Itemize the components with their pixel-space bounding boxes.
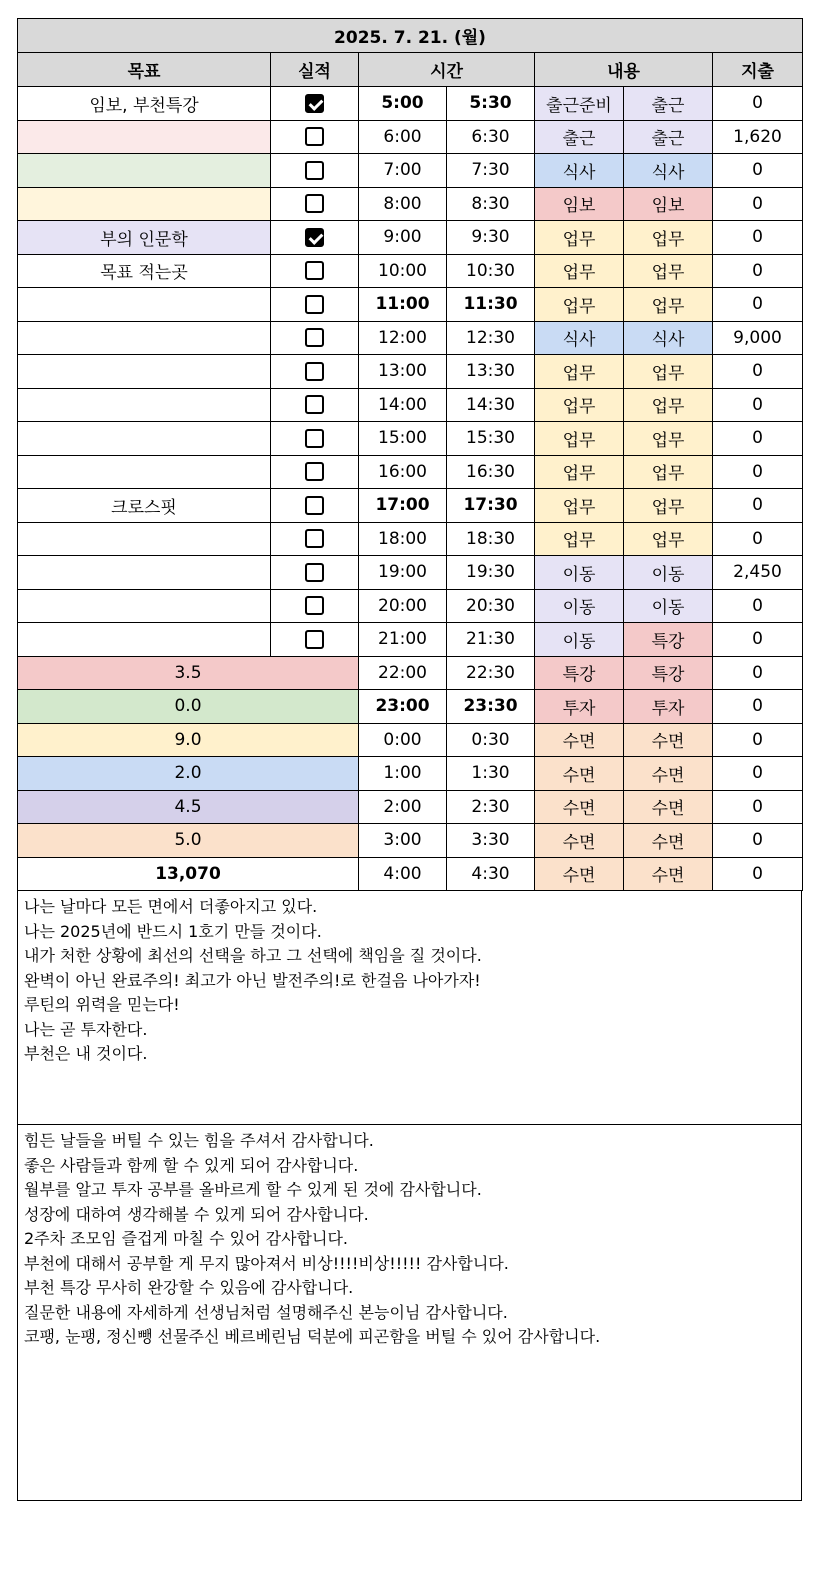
time-end: 12:30 — [447, 321, 535, 355]
time-start: 12:00 — [359, 321, 447, 355]
category-hours-cell: 4.5 — [18, 790, 359, 824]
goal-cell[interactable] — [18, 288, 271, 322]
content-first-half[interactable]: 업무 — [535, 254, 624, 288]
summary-row — [18, 757, 803, 791]
table-row — [18, 120, 803, 154]
content-first-half[interactable]: 수면 — [535, 723, 624, 757]
time-start: 2:00 — [359, 790, 447, 824]
spend-cell[interactable]: 0 — [713, 154, 803, 188]
spend-cell[interactable]: 0 — [713, 455, 803, 489]
time-start: 14:00 — [359, 388, 447, 422]
done-cell — [271, 355, 359, 389]
content-second-half[interactable]: 업무 — [624, 422, 713, 456]
done-checkbox[interactable] — [305, 462, 324, 481]
total-spend-cell: 13,070 — [18, 857, 359, 891]
header-row — [18, 53, 803, 87]
done-cell — [271, 589, 359, 623]
content-first-half[interactable]: 업무 — [535, 489, 624, 523]
time-start: 21:00 — [359, 623, 447, 657]
goal-cell[interactable]: 임보, 부천특강 — [18, 87, 271, 121]
content-first-half[interactable]: 업무 — [535, 522, 624, 556]
time-end: 5:30 — [447, 87, 535, 121]
content-first-half[interactable]: 식사 — [535, 321, 624, 355]
affirmation-line: 완벽이 아닌 완료주의! 최고가 아닌 발전주의!로 한걸음 나아가자! — [24, 970, 481, 990]
affirmation-line: 나는 곧 투자한다. — [24, 1019, 148, 1039]
content-first-half[interactable]: 업무 — [535, 221, 624, 255]
content-second-half[interactable]: 출근 — [624, 87, 713, 121]
spend-cell[interactable]: 0 — [713, 87, 803, 121]
content-first-half[interactable]: 수면 — [535, 857, 624, 891]
time-start: 11:00 — [359, 288, 447, 322]
affirmations-box[interactable] — [17, 891, 802, 1125]
time-end: 14:30 — [447, 388, 535, 422]
done-checkbox[interactable] — [305, 161, 324, 180]
summary-row — [18, 824, 803, 858]
time-start: 22:00 — [359, 656, 447, 690]
content-second-half[interactable]: 수면 — [624, 723, 713, 757]
spend-cell[interactable]: 0 — [713, 288, 803, 322]
content-first-half[interactable]: 식사 — [535, 154, 624, 188]
category-hours-cell: 0.0 — [18, 690, 359, 724]
done-checkbox[interactable] — [305, 395, 324, 414]
table-row — [18, 221, 803, 255]
goal-cell[interactable]: 크로스핏 — [18, 489, 271, 523]
summary-row — [18, 723, 803, 757]
content-first-half[interactable]: 수면 — [535, 757, 624, 791]
time-end: 23:30 — [447, 690, 535, 724]
time-start: 16:00 — [359, 455, 447, 489]
time-start: 10:00 — [359, 254, 447, 288]
done-cell — [271, 623, 359, 657]
done-cell — [271, 254, 359, 288]
goal-cell[interactable]: 목표 적는곳 — [18, 254, 271, 288]
time-start: 5:00 — [359, 87, 447, 121]
done-checkbox[interactable] — [305, 328, 324, 347]
gratitude-line: 질문한 내용에 자세하게 선생님처럼 설명해주신 본능이님 감사합니다. — [24, 1302, 508, 1322]
table-row — [18, 623, 803, 657]
goal-cell[interactable] — [18, 422, 271, 456]
time-start: 3:00 — [359, 824, 447, 858]
time-end: 4:30 — [447, 857, 535, 891]
done-cell — [271, 87, 359, 121]
header-spend: 지출 — [713, 53, 803, 87]
category-hours-cell: 5.0 — [18, 824, 359, 858]
table-row — [18, 321, 803, 355]
spend-cell[interactable]: 0 — [713, 221, 803, 255]
time-start: 18:00 — [359, 522, 447, 556]
goal-cell[interactable] — [18, 522, 271, 556]
goal-cell[interactable]: 부의 인문학 — [18, 221, 271, 255]
category-hours-cell: 2.0 — [18, 757, 359, 791]
content-second-half[interactable]: 업무 — [624, 355, 713, 389]
content-second-half[interactable]: 출근 — [624, 120, 713, 154]
content-first-half[interactable]: 수면 — [535, 824, 624, 858]
table-row — [18, 87, 803, 121]
gratitude-box[interactable] — [17, 1125, 802, 1501]
time-end: 11:30 — [447, 288, 535, 322]
time-start: 23:00 — [359, 690, 447, 724]
spend-cell[interactable]: 0 — [713, 254, 803, 288]
done-cell — [271, 455, 359, 489]
content-second-half[interactable]: 수면 — [624, 824, 713, 858]
date-title: 2025. 7. 21. (월) — [18, 19, 803, 53]
header-content: 내용 — [535, 53, 713, 87]
spend-cell[interactable]: 9,000 — [713, 321, 803, 355]
gratitude-line: 부천 특강 무사히 완강할 수 있음에 감사합니다. — [24, 1278, 354, 1297]
time-end: 6:30 — [447, 120, 535, 154]
done-cell — [271, 154, 359, 188]
spend-cell[interactable]: 0 — [713, 522, 803, 556]
content-first-half[interactable]: 업무 — [535, 455, 624, 489]
done-checkbox[interactable] — [305, 630, 324, 649]
gratitude-line: 부천에 대해서 공부할 게 무지 많아져서 비상!!!!비상!!!!! 감사합니다. — [24, 1253, 509, 1273]
time-start: 6:00 — [359, 120, 447, 154]
done-cell — [271, 489, 359, 523]
time-start: 8:00 — [359, 187, 447, 221]
content-second-half[interactable]: 업무 — [624, 254, 713, 288]
header-time: 시간 — [359, 53, 535, 87]
content-first-half[interactable]: 이동 — [535, 589, 624, 623]
content-second-half[interactable]: 특강 — [624, 623, 713, 657]
content-first-half[interactable]: 업무 — [535, 422, 624, 456]
summary-row — [18, 656, 803, 690]
spend-cell[interactable]: 0 — [713, 723, 803, 757]
gratitude-line: 힘든 날들을 버틸 수 있는 힘을 주셔서 감사합니다. — [24, 1131, 374, 1150]
done-cell — [271, 187, 359, 221]
goal-cell[interactable] — [18, 589, 271, 623]
content-first-half[interactable]: 업무 — [535, 355, 624, 389]
table-row — [18, 388, 803, 422]
done-cell — [271, 288, 359, 322]
time-start: 19:00 — [359, 556, 447, 590]
spend-cell[interactable]: 2,450 — [713, 556, 803, 590]
schedule-body — [18, 19, 803, 891]
summary-row — [18, 857, 803, 891]
table-row — [18, 355, 803, 389]
goal-cell[interactable] — [18, 455, 271, 489]
summary-row — [18, 690, 803, 724]
gratitude-line: 좋은 사람들과 함께 할 수 있게 되어 감사합니다. — [24, 1155, 359, 1175]
content-first-half[interactable]: 업무 — [535, 288, 624, 322]
done-checkbox[interactable] — [305, 496, 324, 515]
affirmation-line: 나는 2025년에 반드시 1호기 만들 것이다. — [24, 921, 322, 941]
table-row — [18, 154, 803, 188]
time-start: 13:00 — [359, 355, 447, 389]
content-first-half[interactable]: 출근준비 — [535, 87, 624, 121]
spend-cell[interactable]: 0 — [713, 589, 803, 623]
spend-cell[interactable]: 1,620 — [713, 120, 803, 154]
content-second-half[interactable]: 업무 — [624, 522, 713, 556]
content-first-half[interactable]: 이동 — [535, 623, 624, 657]
content-second-half[interactable]: 업무 — [624, 489, 713, 523]
time-start: 15:00 — [359, 422, 447, 456]
done-checkbox[interactable] — [305, 261, 324, 280]
goal-cell[interactable] — [18, 187, 271, 221]
gratitude-line: 코팽, 눈팽, 정신뺑 선물주신 베르베린님 덕분에 피곤함을 버틸 수 있어 감사합니다. — [24, 1327, 601, 1346]
time-start: 17:00 — [359, 489, 447, 523]
done-checkbox[interactable] — [305, 563, 324, 582]
summary-row — [18, 790, 803, 824]
goal-cell[interactable] — [18, 321, 271, 355]
time-start: 9:00 — [359, 221, 447, 255]
spend-cell[interactable]: 0 — [713, 757, 803, 791]
content-second-half[interactable]: 투자 — [624, 690, 713, 724]
content-second-half[interactable]: 업무 — [624, 221, 713, 255]
table-row — [18, 288, 803, 322]
goal-cell[interactable] — [18, 623, 271, 657]
content-second-half[interactable]: 업무 — [624, 455, 713, 489]
category-hours-cell: 3.5 — [18, 656, 359, 690]
category-hours-cell: 9.0 — [18, 723, 359, 757]
done-checkbox[interactable] — [305, 295, 324, 314]
content-second-half[interactable]: 식사 — [624, 321, 713, 355]
spend-cell[interactable]: 0 — [713, 422, 803, 456]
content-second-half[interactable]: 업무 — [624, 288, 713, 322]
spend-cell[interactable]: 0 — [713, 790, 803, 824]
time-start: 1:00 — [359, 757, 447, 791]
header-goal: 목표 — [18, 53, 271, 87]
done-cell — [271, 422, 359, 456]
spend-cell[interactable]: 0 — [713, 489, 803, 523]
time-start: 20:00 — [359, 589, 447, 623]
content-first-half[interactable]: 임보 — [535, 187, 624, 221]
affirmation-line: 부천은 내 것이다. — [24, 1044, 148, 1063]
done-cell — [271, 221, 359, 255]
done-cell — [271, 321, 359, 355]
gratitude-line: 월부를 알고 투자 공부를 올바르게 할 수 있게 된 것에 감사합니다. — [24, 1180, 482, 1199]
affirmation-line: 루틴의 위력을 믿는다! — [24, 995, 180, 1014]
time-end: 17:30 — [447, 489, 535, 523]
content-first-half[interactable]: 업무 — [535, 388, 624, 422]
spend-cell[interactable]: 0 — [713, 824, 803, 858]
content-second-half[interactable]: 이동 — [624, 589, 713, 623]
done-checkbox[interactable] — [305, 529, 324, 548]
time-end: 2:30 — [447, 790, 535, 824]
time-end: 13:30 — [447, 355, 535, 389]
table-row — [18, 254, 803, 288]
spend-cell[interactable]: 0 — [713, 187, 803, 221]
time-end: 7:30 — [447, 154, 535, 188]
time-end: 15:30 — [447, 422, 535, 456]
gratitude-line: 2주차 조모임 즐겁게 마칠 수 있어 감사합니다. — [24, 1229, 348, 1248]
time-start: 7:00 — [359, 154, 447, 188]
content-second-half[interactable]: 특강 — [624, 656, 713, 690]
table-row — [18, 489, 803, 523]
content-first-half[interactable]: 특강 — [535, 656, 624, 690]
content-first-half[interactable]: 출근 — [535, 120, 624, 154]
time-end: 3:30 — [447, 824, 535, 858]
done-checkbox[interactable] — [305, 362, 324, 381]
header-done: 실적 — [271, 53, 359, 87]
time-end: 0:30 — [447, 723, 535, 757]
content-second-half[interactable]: 식사 — [624, 154, 713, 188]
done-cell — [271, 388, 359, 422]
time-end: 18:30 — [447, 522, 535, 556]
affirmation-line: 나는 날마다 모든 면에서 더좋아지고 있다. — [24, 897, 318, 916]
goal-cell[interactable] — [18, 120, 271, 154]
spend-cell[interactable]: 0 — [713, 690, 803, 724]
table-row — [18, 522, 803, 556]
spend-cell[interactable]: 0 — [713, 656, 803, 690]
content-first-half[interactable]: 이동 — [535, 556, 624, 590]
done-cell — [271, 522, 359, 556]
table-row — [18, 556, 803, 590]
goal-cell[interactable] — [18, 154, 271, 188]
content-first-half[interactable]: 수면 — [535, 790, 624, 824]
time-end: 9:30 — [447, 221, 535, 255]
table-row — [18, 455, 803, 489]
spend-cell[interactable]: 0 — [713, 355, 803, 389]
affirmation-line: 내가 처한 상황에 최선의 선택을 하고 그 선택에 책임을 질 것이다. — [24, 946, 482, 965]
done-checkbox[interactable] — [305, 228, 324, 247]
goal-cell[interactable] — [18, 388, 271, 422]
time-start: 0:00 — [359, 723, 447, 757]
spend-cell[interactable]: 0 — [713, 388, 803, 422]
table-row — [18, 187, 803, 221]
time-end: 8:30 — [447, 187, 535, 221]
content-second-half[interactable]: 업무 — [624, 388, 713, 422]
goal-cell[interactable] — [18, 556, 271, 590]
title-row — [18, 19, 803, 53]
content-second-half[interactable]: 수면 — [624, 757, 713, 791]
done-checkbox[interactable] — [305, 429, 324, 448]
content-second-half[interactable]: 이동 — [624, 556, 713, 590]
done-cell — [271, 556, 359, 590]
done-checkbox[interactable] — [305, 94, 324, 113]
done-checkbox[interactable] — [305, 194, 324, 213]
done-checkbox[interactable] — [305, 596, 324, 615]
content-second-half[interactable]: 수면 — [624, 857, 713, 891]
table-row — [18, 589, 803, 623]
time-end: 10:30 — [447, 254, 535, 288]
done-checkbox[interactable] — [305, 127, 324, 146]
time-end: 1:30 — [447, 757, 535, 791]
content-first-half[interactable]: 투자 — [535, 690, 624, 724]
spend-cell[interactable]: 0 — [713, 623, 803, 657]
time-end: 21:30 — [447, 623, 535, 657]
done-cell — [271, 120, 359, 154]
content-second-half[interactable]: 수면 — [624, 790, 713, 824]
time-end: 19:30 — [447, 556, 535, 590]
planner-sheet — [17, 18, 802, 1501]
table-row — [18, 422, 803, 456]
gratitude-line: 성장에 대하여 생각해볼 수 있게 되어 감사합니다. — [24, 1204, 369, 1224]
schedule-table — [17, 18, 803, 891]
time-end: 20:30 — [447, 589, 535, 623]
content-second-half[interactable]: 임보 — [624, 187, 713, 221]
time-end: 22:30 — [447, 656, 535, 690]
time-start: 4:00 — [359, 857, 447, 891]
spend-cell[interactable]: 0 — [713, 857, 803, 891]
goal-cell[interactable] — [18, 355, 271, 389]
time-end: 16:30 — [447, 455, 535, 489]
